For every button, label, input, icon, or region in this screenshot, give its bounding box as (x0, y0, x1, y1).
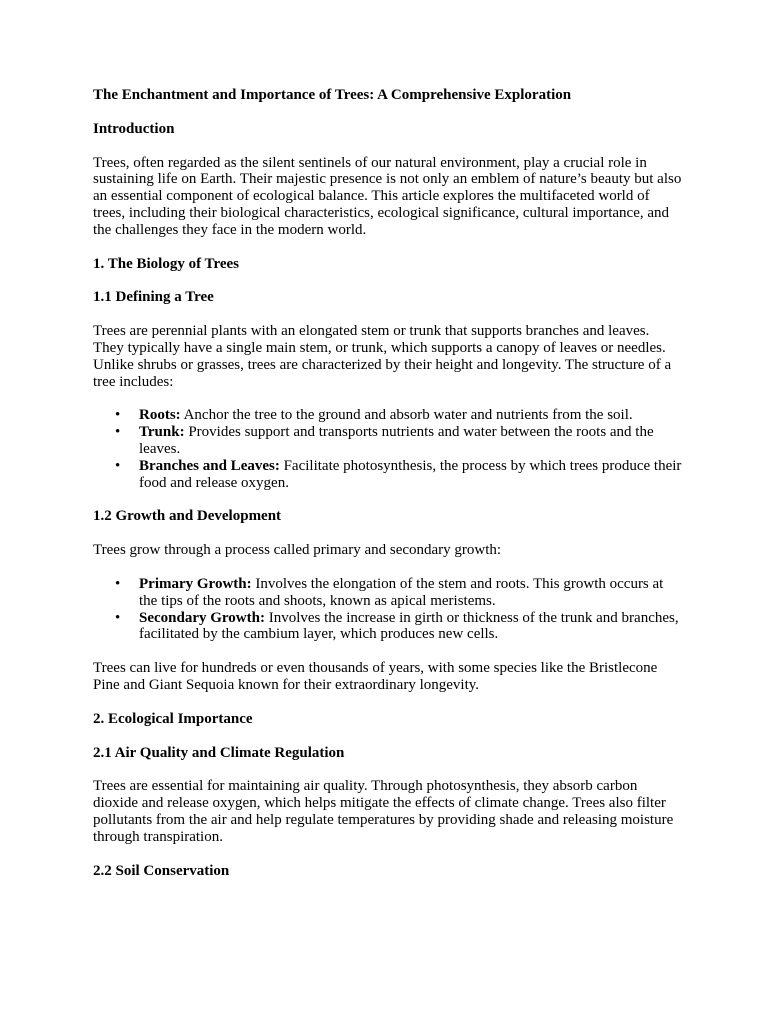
heading-section-2-1: 2.1 Air Quality and Climate Regulation (93, 744, 345, 761)
list-item-text: Involves the elongation of the stem and roots. This growth occurs at the tips of the roots and shoots, known as apical meristems. (139, 575, 664, 609)
paragraph-longevity: Trees can live for hundreds or even thousands of years, with some species like the Bristlecone Pine and Giant Sequoia known for their extraordinary longevity. (93, 660, 658, 693)
paragraph-section-1-2: Trees grow through a process called primary and secondary growth: (93, 542, 502, 559)
document-page (93, 87, 683, 896)
list-item (115, 575, 683, 610)
list-item-term: Primary Growth: (139, 575, 252, 592)
list-item (115, 609, 683, 644)
list-item-term: Roots: (139, 407, 181, 424)
list-item (115, 407, 683, 424)
bullet-icon: • (115, 407, 121, 424)
list-item-text: Provides support and transports nutrients and water between the roots and the leaves. (139, 424, 654, 457)
heading-section-1: 1. The Biology of Trees (93, 255, 239, 272)
bullet-icon: • (115, 457, 121, 474)
list-item-text: Anchor the tree to the ground and absorb water and nutrients from the soil. (180, 407, 633, 424)
heading-section-1-2: 1.2 Growth and Development (93, 508, 282, 525)
heading-section-1-1: 1.1 Defining a Tree (93, 289, 214, 306)
list-item-text: Involves the increase in girth or thickness of the trunk and branches, facilitated by the cambium layer, which produces new cells. (139, 609, 679, 643)
list-tree-structure (93, 407, 683, 491)
heading-section-2-2: 2.2 Soil Conservation (93, 862, 230, 879)
bullet-icon: • (115, 575, 121, 592)
paragraph-introduction: Trees, often regarded as the silent sentinels of our natural environment, play a crucial role in sustaining life on Earth. Their majestic presence is not only an emblem of nature’s beauty but also an essential component of ecological balance. This article explores the multifaceted world of trees, including their biological characteristics, ecological significance, cultural importance, and the challenges they face in the modern world. (93, 154, 682, 238)
list-item (115, 424, 683, 458)
list-item (115, 457, 683, 492)
paragraph-section-2-1: Trees are essential for maintaining air quality. Through photosynthesis, they absorb carbon dioxide and release oxygen, which helps mitigate the effects of climate change. Trees also filter pollutants from the air and help regulate temperatures by providing shade and releasing moisture through transpiration. (93, 778, 674, 845)
paragraph-section-1-1: Trees are perennial plants with an elongated stem or trunk that supports branches and leaves. They typically have a single main stem, or trunk, which supports a canopy of leaves or needles. Unlike shrubs or grasses, trees are characterized by their height and longevity. The structure of a tree includes: (93, 323, 672, 390)
document-title: The Enchantment and Importance of Trees: A Comprehensive Exploration (93, 87, 572, 103)
bullet-icon: • (115, 609, 121, 626)
list-item-term: Trunk: (139, 424, 185, 441)
list-item-text: Facilitate photosynthesis, the process by which trees produce their food and release oxygen. (139, 457, 682, 491)
list-item-term: Branches and Leaves: (139, 457, 280, 474)
list-item-term: Secondary Growth: (139, 609, 265, 626)
heading-section-2: 2. Ecological Importance (93, 710, 253, 727)
bullet-icon: • (115, 424, 121, 441)
heading-introduction: Introduction (93, 120, 175, 137)
list-growth-types (93, 576, 683, 643)
